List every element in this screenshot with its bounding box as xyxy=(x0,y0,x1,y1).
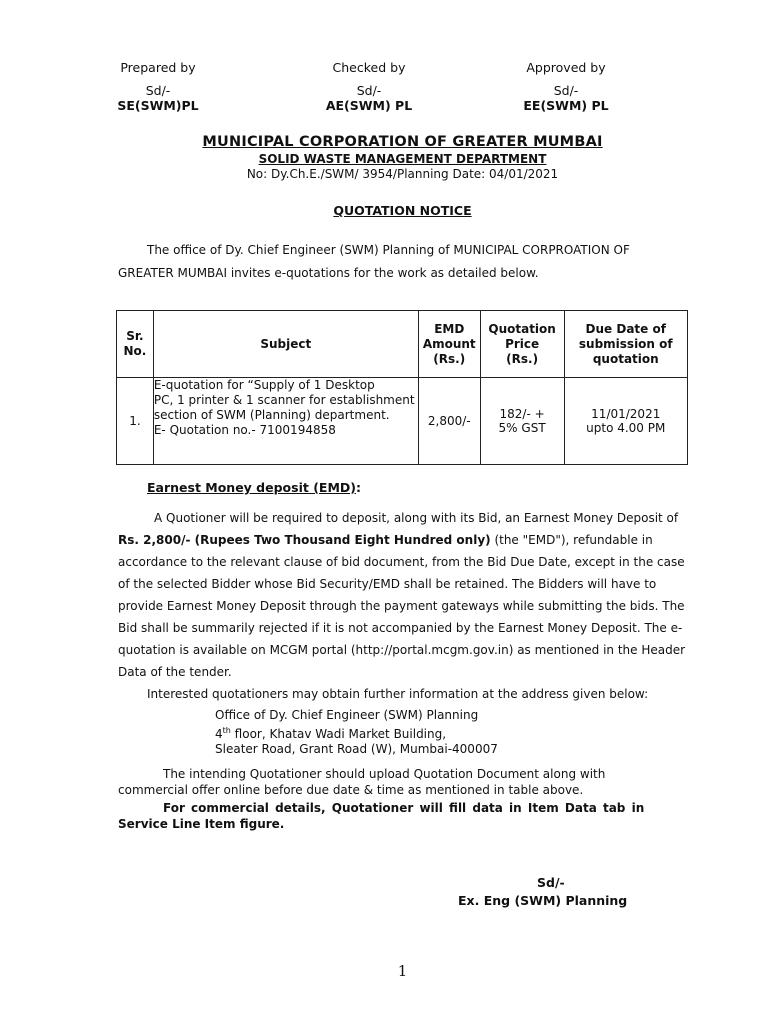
signatory-role: Approved by xyxy=(526,60,606,75)
upload-line-2: commercial offer online before due date & time as mentioned in table above. xyxy=(118,783,584,797)
office-address: Office of Dy. Chief Engineer (SWM) Planning 4th floor, Khatav Wadi Market Building, Sleater Road, Grant Road (W), Mumbai-400007 xyxy=(215,708,498,756)
notice-title: QUOTATION NOTICE xyxy=(333,203,472,218)
intro-line-2: GREATER MUMBAI invites e-quotations for the work as detailed below. xyxy=(118,266,539,280)
emd-line: of the selected Bidder whose Bid Security/EMD shall be retained. The Bidders will have to xyxy=(118,577,657,591)
signatory-role: Checked by xyxy=(332,60,406,75)
emd-line: Rs. 2,800/- (Rupees Two Thousand Eight Hundred only) (the "EMD"), refundable in xyxy=(118,533,653,547)
intro-line-1: The office of Dy. Chief Engineer (SWM) Planning of MUNICIPAL CORPROATION OF xyxy=(147,243,630,257)
row-price: 182/- + 5% GST xyxy=(480,378,564,465)
emd-title: Earnest Money deposit (EMD): xyxy=(147,480,361,495)
signatory-sign: Sd/- xyxy=(356,83,382,98)
emd-line: Bid shall be summarily rejected if it is not accompanied by the Earnest Money Deposit. The e- xyxy=(118,621,683,635)
signatory-role: Prepared by xyxy=(120,60,196,75)
footer-designation: Ex. Eng (SWM) Planning xyxy=(458,893,628,908)
signatory-designation: EE(SWM) PL xyxy=(523,98,609,113)
department-title: SOLID WASTE MANAGEMENT DEPARTMENT xyxy=(258,152,547,166)
emd-line: provide Earnest Money Deposit through the payment gateways while submitting the bids. The xyxy=(118,599,685,613)
emd-line: quotation is available on MCGM portal (http://portal.mcgm.gov.in) as mentioned in the Header xyxy=(118,643,686,657)
emd-line: A Quotioner will be required to deposit, along with its Bid, an Earnest Money Deposit of xyxy=(154,511,679,525)
signatory-sign: Sd/- xyxy=(553,83,579,98)
row-emd: 2,800/- xyxy=(418,378,480,465)
reference-number: No: Dy.Ch.E./SWM/ 3954/Planning Date: 04/01/2021 xyxy=(246,167,559,181)
signatory-designation: AE(SWM) PL xyxy=(325,98,413,113)
table-header-row xyxy=(117,311,688,378)
commercial-line-2: Service Line Item figure. xyxy=(118,817,285,831)
row-due-date: 11/01/2021 upto 4.00 PM xyxy=(564,378,687,465)
header-subject: Subject xyxy=(153,311,418,378)
table-row xyxy=(117,378,688,465)
header-price: Quotation Price (Rs.) xyxy=(480,311,564,378)
org-title: MUNICIPAL CORPORATION OF GREATER MUMBAI xyxy=(202,134,603,150)
row-sr: 1. xyxy=(117,378,154,465)
header-due-date: Due Date of submission of quotation xyxy=(564,311,687,378)
quotation-table xyxy=(116,310,688,465)
emd-paragraph xyxy=(118,507,686,683)
signatory-designation: SE(SWM)PL xyxy=(117,98,199,113)
row-subject: E-quotation for “Supply of 1 Desktop PC, 1 printer & 1 scanner for establishment section of SWM (Planning) department. E- Quotation no.- 7100194858 xyxy=(153,378,418,465)
upload-line-1: The intending Quotationer should upload Quotation Document along with xyxy=(163,767,606,781)
signatory-approved xyxy=(486,58,646,113)
signatory-sign: Sd/- xyxy=(145,83,171,98)
header-emd: EMD Amount (Rs.) xyxy=(418,311,480,378)
page-number: 1 xyxy=(397,962,408,980)
header-sr: Sr. No. xyxy=(117,311,154,378)
signatory-prepared xyxy=(78,58,238,113)
emd-line: Data of the tender. xyxy=(118,665,232,679)
emd-line: accordance to the relevant clause of bid document, from the Bid Due Date, except in the case xyxy=(118,555,685,569)
info-line: Interested quotationers may obtain further information at the address given below: xyxy=(147,687,649,701)
commercial-line-1: For commercial details, Quotationer will fill data in Item Data tab in xyxy=(163,801,645,815)
footer-sign: Sd/- xyxy=(537,875,565,890)
signatory-checked xyxy=(289,58,449,113)
